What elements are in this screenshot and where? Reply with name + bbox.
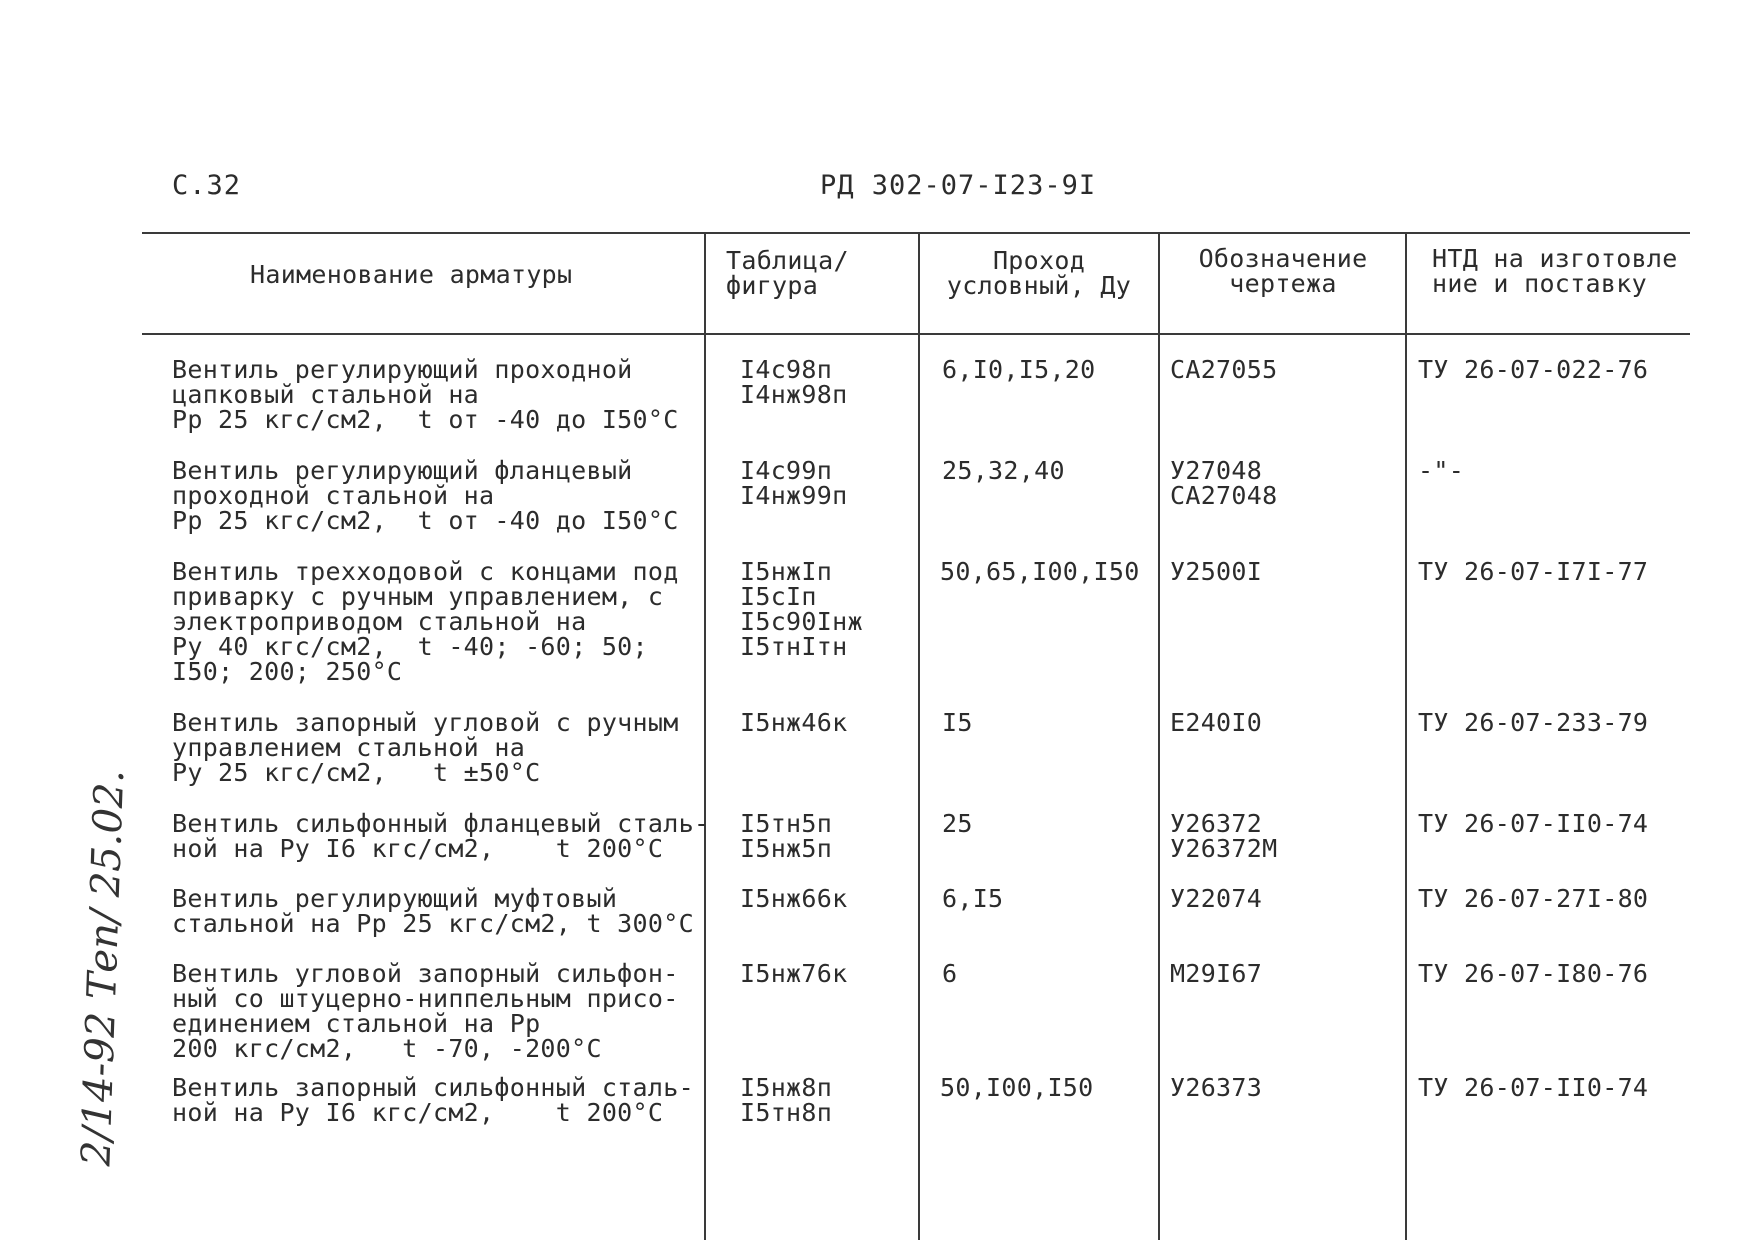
cell-drawing: СА27055 bbox=[1170, 355, 1278, 384]
cell-dn: 6 bbox=[942, 959, 958, 988]
cell-figure: I5нж46к bbox=[740, 708, 848, 737]
column-header-ntd: НТД на изготовле ние и поставку bbox=[1432, 244, 1678, 298]
cell-ntd: ТУ 26-07-II0-74 bbox=[1418, 1073, 1649, 1102]
cell-dn: 25,32,40 bbox=[942, 456, 1065, 485]
cell-figure: I4с99п I4нж99п bbox=[740, 456, 848, 510]
cell-figure: I5нж66к bbox=[740, 884, 848, 913]
cell-dn: 6,I5 bbox=[942, 884, 1004, 913]
cell-ntd: ТУ 26-07-233-79 bbox=[1418, 708, 1649, 737]
cell-ntd: ТУ 26-07-I7I-77 bbox=[1418, 557, 1649, 586]
cell-name: Вентиль сильфонный фланцевый сталь- ной на Ру I6 кгс/см2, t 200°С bbox=[172, 809, 710, 863]
cell-name: Вентиль угловой запорный сильфон- ный со штуцерно-ниппельным присо- единением стальной на Рр 200 кгс/см2, t -70, -200°С bbox=[172, 959, 679, 1063]
cell-ntd: ТУ 26-07-27I-80 bbox=[1418, 884, 1649, 913]
cell-drawing: У22074 bbox=[1170, 884, 1263, 913]
cell-dn: I5 bbox=[942, 708, 973, 737]
cell-name: Вентиль регулирующий проходной цапковый стальной на Рр 25 кгс/см2, t от -40 до I50°С bbox=[172, 355, 679, 434]
cell-dn: 25 bbox=[942, 809, 973, 838]
handwritten-margin-note: 2/14-92 Теп/ 25.02. bbox=[73, 769, 134, 1167]
cell-ntd: -"- bbox=[1418, 456, 1465, 485]
cell-name: Вентиль регулирующий фланцевый проходной стальной на Рр 25 кгс/см2, t от -40 до I50°С bbox=[172, 456, 679, 535]
column-header-name: Наименование арматуры bbox=[250, 260, 573, 289]
column-divider bbox=[704, 234, 706, 1240]
page-number: С.32 bbox=[172, 170, 242, 201]
column-header-figure: Таблица/ фигура bbox=[726, 246, 849, 300]
cell-name: Вентиль трехходовой с концами под приварку с ручным управлением, с электроприводом стальной на Ру 40 кгс/см2, t -40; -60; 50; I50; 200; 250°С bbox=[172, 557, 679, 686]
cell-figure: I5нж76к bbox=[740, 959, 848, 988]
cell-drawing: У26373 bbox=[1170, 1073, 1263, 1102]
cell-figure: I5нж8п I5тн8п bbox=[740, 1073, 833, 1127]
cell-dn: 50,I00,I50 bbox=[940, 1073, 1094, 1102]
cell-ntd: ТУ 26-07-I80-76 bbox=[1418, 959, 1649, 988]
cell-drawing: Е240I0 bbox=[1170, 708, 1263, 737]
column-header-drawing: Обозначение чертежа bbox=[1198, 244, 1368, 298]
cell-drawing: М29I67 bbox=[1170, 959, 1263, 988]
cell-figure: I5нжIп I5сIп I5с90Iнж I5тнIтн bbox=[740, 557, 863, 661]
table-header-rule bbox=[142, 333, 1690, 335]
column-divider bbox=[918, 234, 920, 1240]
cell-figure: I5тн5п I5нж5п bbox=[740, 809, 833, 863]
cell-figure: I4с98п I4нж98п bbox=[740, 355, 848, 409]
column-divider bbox=[1158, 234, 1160, 1240]
document-code: РД 302-07-I23-9I bbox=[820, 170, 1097, 201]
column-header-dn: Проход условный, Ду bbox=[946, 246, 1132, 300]
cell-drawing: У2500I bbox=[1170, 557, 1263, 586]
cell-dn: 50,65,I00,I50 bbox=[940, 557, 1140, 586]
cell-drawing: У27048 СА27048 bbox=[1170, 456, 1278, 510]
column-divider bbox=[1405, 234, 1407, 1240]
cell-ntd: ТУ 26-07-022-76 bbox=[1418, 355, 1649, 384]
cell-name: Вентиль запорный угловой с ручным управлением стальной на Ру 25 кгс/см2, t ±50°С bbox=[172, 708, 679, 787]
cell-name: Вентиль регулирующий муфтовый стальной на Рр 25 кгс/см2, t 300°С bbox=[172, 884, 694, 938]
cell-drawing: У26372 У26372М bbox=[1170, 809, 1278, 863]
cell-ntd: ТУ 26-07-II0-74 bbox=[1418, 809, 1649, 838]
table-top-rule bbox=[142, 232, 1690, 234]
cell-dn: 6,I0,I5,20 bbox=[942, 355, 1096, 384]
cell-name: Вентиль запорный сильфонный сталь- ной на Ру I6 кгс/см2, t 200°С bbox=[172, 1073, 694, 1127]
